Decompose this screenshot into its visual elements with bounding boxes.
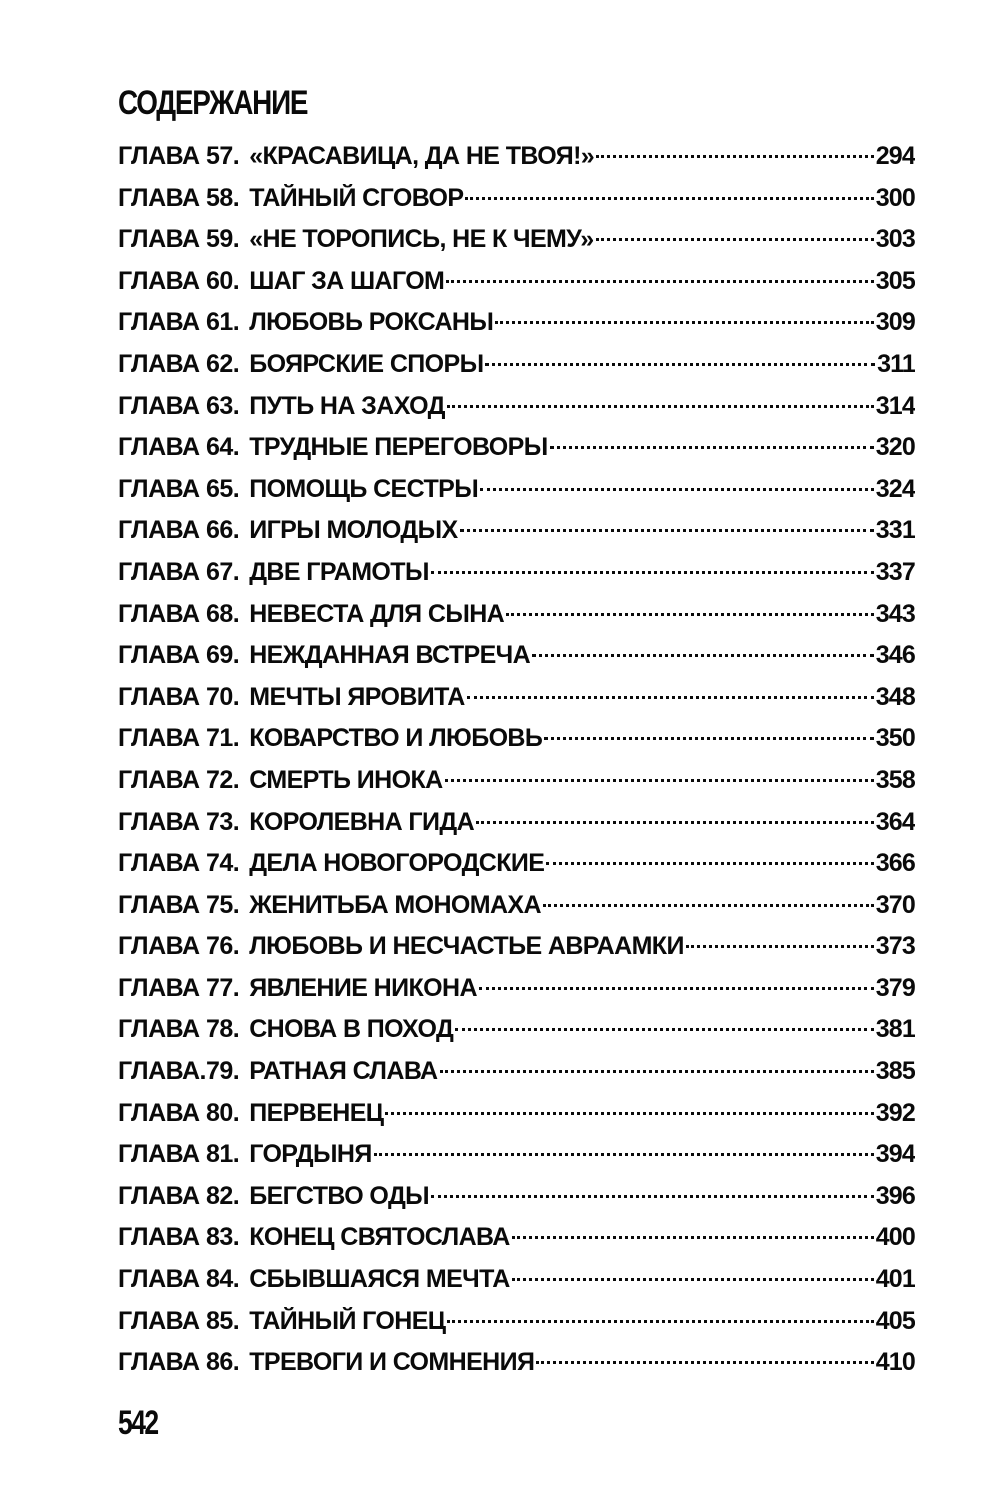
chapter-page-number: 350	[875, 724, 915, 753]
chapter-page-number: 381	[875, 1015, 915, 1044]
dot-leader	[512, 1236, 874, 1239]
chapter-page-number: 396	[875, 1181, 915, 1210]
chapter-number: ГЛАВА 77.	[118, 973, 240, 1002]
toc-entry-label	[118, 849, 544, 878]
toc-entry-label	[118, 184, 463, 213]
dot-leader	[431, 1195, 874, 1198]
toc-entry	[118, 350, 915, 392]
toc-entry-label	[118, 891, 541, 920]
toc-entry	[118, 1307, 915, 1349]
dot-leader	[374, 1153, 874, 1156]
chapter-page-number: 366	[875, 849, 915, 878]
chapter-number: ГЛАВА 80.	[118, 1098, 240, 1127]
chapter-title: МЕЧТЫ ЯРОВИТА	[249, 682, 465, 711]
toc-entry	[118, 558, 915, 600]
chapter-title: ТРЕВОГИ И СОМНЕНИЯ	[249, 1348, 535, 1377]
chapter-number: ГЛАВА 75.	[118, 890, 240, 919]
chapter-number: ГЛАВА 73.	[118, 807, 240, 836]
dot-leader	[447, 405, 874, 408]
toc-entry	[118, 849, 915, 891]
chapter-number: ГЛАВА 70.	[118, 682, 240, 711]
toc-entry	[118, 1057, 915, 1099]
chapter-number: ГЛАВА 67.	[118, 557, 240, 586]
toc-entry-label	[118, 433, 548, 462]
chapter-title: ТАЙНЫЙ ГОНЕЦ	[249, 1306, 446, 1335]
chapter-number: ГЛАВА 84.	[118, 1265, 240, 1294]
chapter-title: ПУТЬ НА ЗАХОД	[249, 391, 445, 420]
dot-leader	[460, 529, 874, 532]
dot-leader	[532, 654, 874, 657]
chapter-number: ГЛАВА 85.	[118, 1306, 240, 1335]
chapter-title: «НЕ ТОРОПИСЬ, НЕ К ЧЕМУ»	[249, 225, 594, 254]
toc-entry-label	[118, 350, 483, 379]
chapter-title: РАТНАЯ СЛАВА	[249, 1057, 438, 1086]
chapter-page-number: 385	[875, 1057, 915, 1086]
chapter-title: БЕГСТВО ОДЫ	[249, 1181, 430, 1210]
chapter-page-number: 314	[875, 391, 915, 420]
toc-entry-label	[118, 1182, 429, 1211]
toc-entry-label	[118, 932, 684, 961]
toc-entry-label	[118, 641, 530, 670]
dot-leader	[480, 488, 874, 491]
toc-entry-label	[118, 724, 542, 753]
dot-leader	[686, 945, 874, 948]
chapter-number: ГЛАВА 83.	[118, 1223, 240, 1252]
toc-entry-label	[118, 600, 504, 629]
dot-leader	[447, 1320, 873, 1323]
toc-entry-label	[118, 1140, 372, 1169]
chapter-page-number: 370	[875, 890, 915, 919]
dot-leader	[543, 904, 874, 907]
toc-entry	[118, 1348, 915, 1390]
chapter-page-number: 300	[875, 183, 915, 212]
toc-entry	[118, 891, 915, 933]
chapter-number: ГЛАВА 65.	[118, 474, 240, 503]
chapter-number: ГЛАВА 82.	[118, 1181, 240, 1210]
chapter-title: ИГРЫ МОЛОДЫХ	[249, 516, 458, 545]
chapter-page-number: 394	[875, 1140, 915, 1169]
toc-entry	[118, 475, 915, 517]
chapter-title: «КРАСАВИЦА, ДА НЕ ТВОЯ!»	[249, 142, 595, 170]
dot-leader	[476, 821, 874, 824]
toc-entry	[118, 808, 915, 850]
page-title: СОДЕРЖАНИЕ	[118, 84, 308, 122]
chapter-number: ГЛАВА 81.	[118, 1140, 240, 1169]
chapter-number: ГЛАВА 57.	[118, 142, 240, 170]
toc-entry-label	[118, 1307, 445, 1336]
chapter-number: ГЛАВА 60.	[118, 266, 240, 295]
toc-entry-label	[118, 516, 458, 545]
chapter-number: ГЛАВА 78.	[118, 1015, 240, 1044]
chapter-title: ТРУДНЫЕ ПЕРЕГОВОРЫ	[249, 433, 548, 462]
chapter-number: ГЛАВА 59.	[118, 225, 240, 254]
chapter-page-number: 346	[875, 641, 915, 670]
toc-entry-label	[118, 558, 429, 587]
toc-entry	[118, 683, 915, 725]
dot-leader	[467, 696, 874, 699]
chapter-page-number: 320	[875, 433, 915, 462]
dot-leader	[512, 1278, 874, 1281]
dot-leader	[485, 363, 875, 366]
toc-entry	[118, 308, 915, 350]
toc-entry-label	[118, 766, 443, 795]
toc-entry-label	[118, 1015, 453, 1044]
dot-leader	[506, 613, 874, 616]
chapter-page-number: 343	[875, 599, 915, 628]
dot-leader	[596, 155, 874, 158]
chapter-page-number: 331	[875, 516, 915, 545]
chapter-page-number: 305	[875, 266, 915, 295]
dot-leader	[385, 1112, 873, 1115]
chapter-title: НЕВЕСТА ДЛЯ СЫНА	[249, 599, 505, 628]
chapter-number: ГЛАВА 62.	[118, 349, 240, 378]
chapter-title: ДЕЛА НОВОГОРОДСКИЕ	[249, 849, 545, 878]
toc-entry	[118, 766, 915, 808]
toc-entry	[118, 724, 915, 766]
chapter-number: ГЛАВА 69.	[118, 641, 240, 670]
dot-leader	[445, 779, 874, 782]
dot-leader	[495, 321, 873, 324]
dot-leader	[446, 280, 873, 283]
toc-entry-label	[118, 974, 477, 1003]
chapter-title: ТАЙНЫЙ СГОВОР	[249, 183, 464, 212]
chapter-title: СНОВА В ПОХОД	[249, 1015, 454, 1044]
chapter-page-number: 373	[875, 932, 915, 961]
chapter-page-number: 324	[875, 474, 915, 503]
toc-entry	[118, 225, 915, 267]
dot-leader	[536, 1361, 873, 1364]
toc-entry-label	[118, 392, 445, 421]
toc-entry-label	[118, 683, 465, 712]
chapter-title: СБЫВШАЯСЯ МЕЧТА	[249, 1265, 510, 1294]
toc-entry	[118, 932, 915, 974]
chapter-page-number: 337	[875, 557, 915, 586]
chapter-number: ГЛАВА 68.	[118, 599, 240, 628]
chapter-title: ПОМОЩЬ СЕСТРЫ	[249, 474, 479, 503]
dot-leader	[544, 737, 873, 740]
toc-entry-label	[118, 225, 594, 254]
toc-entry-label	[118, 1057, 438, 1086]
toc-entry	[118, 516, 915, 558]
chapter-page-number: 303	[875, 225, 915, 254]
dot-leader	[455, 1028, 873, 1031]
chapter-number: ГЛАВА 74.	[118, 849, 240, 878]
toc-entry	[118, 1265, 915, 1307]
dot-leader	[550, 446, 874, 449]
chapter-title: КОВАРСТВО И ЛЮБОВЬ	[249, 724, 543, 753]
chapter-number: ГЛАВА 72.	[118, 765, 240, 794]
chapter-page-number: 410	[875, 1348, 915, 1377]
toc-entry	[118, 267, 915, 309]
chapter-number: ГЛАВА 63.	[118, 391, 240, 420]
toc-entry	[118, 1015, 915, 1057]
toc-entry	[118, 392, 915, 434]
toc-entry	[118, 600, 915, 642]
chapter-number: ГЛАВА 64.	[118, 433, 240, 462]
toc-entry	[118, 142, 915, 184]
toc-entry-label	[118, 808, 474, 837]
dot-leader	[465, 197, 873, 200]
chapter-page-number: 294	[875, 142, 915, 170]
page-number: 542	[118, 1404, 158, 1442]
table-of-contents	[118, 142, 915, 1390]
dot-leader	[596, 238, 874, 241]
chapter-number: ГЛАВА 61.	[118, 308, 240, 337]
dot-leader	[431, 571, 874, 574]
chapter-number: ГЛАВА 66.	[118, 516, 240, 545]
chapter-page-number: 405	[875, 1306, 915, 1335]
toc-entry-label	[118, 475, 478, 504]
chapter-title: КОРОЛЕВНА ГИДА	[249, 807, 475, 836]
chapter-title: ЛЮБОВЬ РОКСАНЫ	[249, 308, 494, 337]
toc-entry-label	[118, 1265, 510, 1294]
chapter-title: СМЕРТЬ ИНОКА	[249, 765, 443, 794]
chapter-page-number: 379	[875, 973, 915, 1002]
chapter-number: ГЛАВА.79.	[118, 1057, 240, 1086]
toc-entry-label	[118, 1099, 383, 1128]
toc-entry-label	[118, 1223, 510, 1252]
toc-entry-label	[118, 267, 444, 296]
toc-entry	[118, 641, 915, 683]
chapter-page-number: 358	[875, 765, 915, 794]
chapter-number: ГЛАВА 76.	[118, 932, 240, 961]
chapter-title: НЕЖДАННАЯ ВСТРЕЧА	[249, 641, 531, 670]
chapter-number: ГЛАВА 86.	[118, 1348, 240, 1377]
dot-leader	[440, 1070, 874, 1073]
toc-entry	[118, 1223, 915, 1265]
chapter-title: БОЯРСКИЕ СПОРЫ	[249, 349, 484, 378]
chapter-title: ЖЕНИТЬБА МОНОМАХА	[249, 890, 541, 919]
chapter-page-number: 311	[877, 349, 915, 378]
toc-entry-label	[118, 142, 594, 171]
toc-entry	[118, 1099, 915, 1141]
chapter-title: ШАГ ЗА ШАГОМ	[249, 266, 445, 295]
toc-entry-label	[118, 1348, 534, 1377]
chapter-page-number: 401	[875, 1265, 915, 1294]
dot-leader	[479, 987, 874, 990]
toc-entry	[118, 184, 915, 226]
chapter-title: ПЕРВЕНЕЦ	[249, 1098, 384, 1127]
chapter-page-number: 400	[875, 1223, 915, 1252]
chapter-title: ЯВЛЕНИЕ НИКОНА	[249, 973, 477, 1002]
toc-entry-label	[118, 308, 493, 337]
chapter-page-number: 364	[875, 807, 915, 836]
chapter-title: ГОРДЫНЯ	[249, 1140, 372, 1169]
chapter-page-number: 392	[875, 1098, 915, 1127]
chapter-page-number: 309	[875, 308, 915, 337]
toc-entry	[118, 433, 915, 475]
toc-entry	[118, 974, 915, 1016]
chapter-title: ДВЕ ГРАМОТЫ	[249, 557, 429, 586]
toc-entry	[118, 1140, 915, 1182]
chapter-title: ЛЮБОВЬ И НЕСЧАСТЬЕ АВРААМКИ	[249, 932, 684, 961]
chapter-number: ГЛАВА 58.	[118, 183, 240, 212]
chapter-title: КОНЕЦ СВЯТОСЛАВА	[249, 1223, 510, 1252]
chapter-number: ГЛАВА 71.	[118, 724, 240, 753]
dot-leader	[546, 862, 873, 865]
toc-entry	[118, 1182, 915, 1224]
chapter-page-number: 348	[875, 682, 915, 711]
